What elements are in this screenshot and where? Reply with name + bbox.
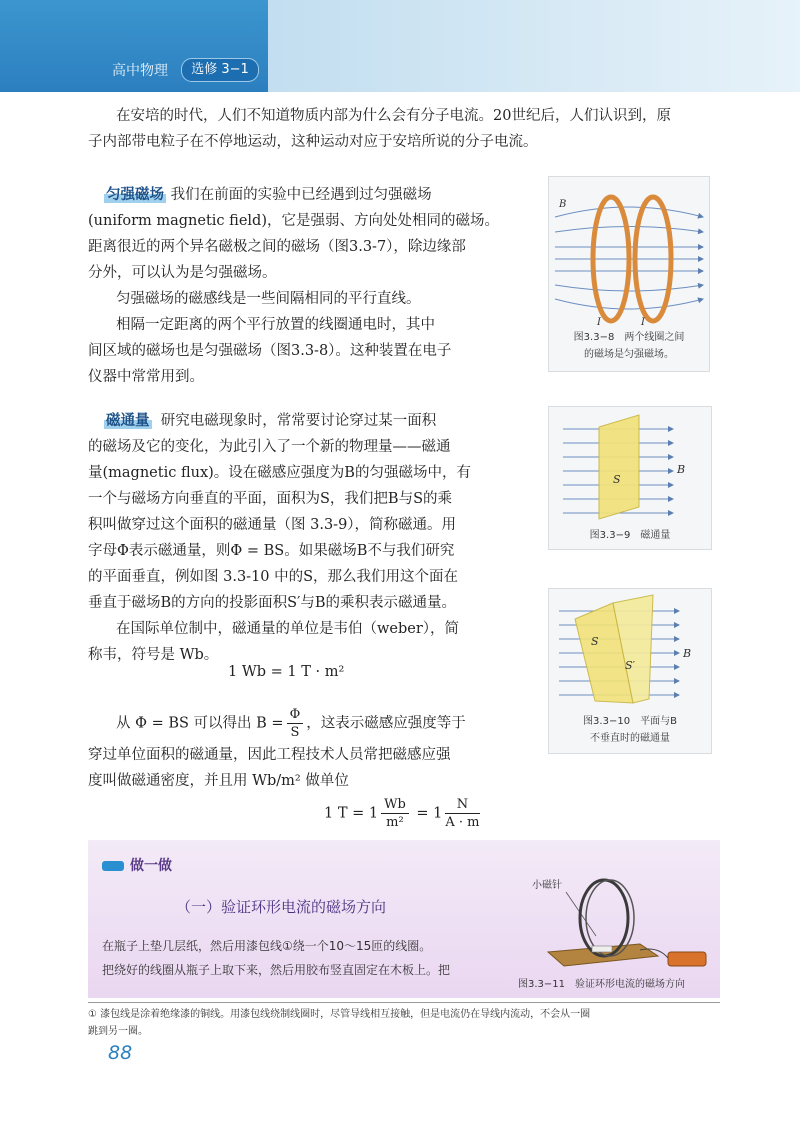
frac-den: S — [290, 725, 300, 740]
flux-line-11: 穿过单位面积的磁通量，因此工程技术人员常把磁感应强 — [88, 747, 451, 763]
figure-3-3-11 — [518, 864, 718, 998]
uniform-field-line-6: 相隔一定距离的两个平行放置的线圈通电时，其中 — [116, 317, 435, 333]
fig8-caption-1: 图3.3−8 两个线圈之间 — [573, 332, 685, 343]
uniform-field-line-4: 分外，可以认为是匀强磁场。 — [88, 265, 277, 281]
footnote-line-2: 跳到另一圈。 — [88, 1026, 148, 1037]
fig10-caption-2: 不垂直时的磁通量 — [590, 733, 670, 744]
fraction-wb-m2 — [381, 796, 409, 831]
f2-mid: = 1 — [416, 805, 443, 822]
flux-text-1: 研究电磁现象时，常常要讨论穿过某一面积 — [160, 413, 437, 429]
uniform-field-line-1 — [104, 182, 432, 208]
formula-weber: 1 Wb = 1 T · m² — [228, 664, 345, 680]
f2-num2: N — [445, 796, 479, 814]
figure-3-3-10 — [548, 588, 712, 754]
uniform-field-line-7: 间区域的磁场也是匀强磁场（图3.3-8）。这种装置在电子 — [88, 343, 452, 359]
f2-den1: m² — [386, 815, 404, 830]
uniform-field-line-5: 匀强磁场的磁感线是一些间隔相同的平行直线。 — [116, 291, 421, 307]
page-number: 88 — [108, 1042, 133, 1064]
flux-line-6: 字母Φ表示磁通量，则Φ = BS。如果磁场B不与我们研究 — [88, 543, 455, 559]
page-header — [0, 0, 800, 92]
derive-prefix: 从 Φ = BS 可以得出 B = — [116, 715, 284, 732]
wire-coil — [580, 880, 628, 956]
flux-line-5: 积叫做穿过这个面积的磁通量（图 3.3-9），简称磁通。用 — [88, 517, 457, 533]
flux9-plane — [599, 415, 639, 519]
frac-num: Φ — [287, 706, 304, 724]
flux-line-2: 的磁场及它的变化，为此引入了一个新的物理量——磁通 — [88, 439, 451, 455]
flux-tag: 磁通量 — [106, 413, 150, 429]
flux-derive-line — [116, 706, 466, 741]
fig8-label-i2: I — [641, 317, 645, 327]
flux-line-3: 量(magnetic flux)。设在磁感应强度为B的匀强磁场中，有 — [88, 465, 471, 481]
intro-line-1: 在安培的时代，人们不知道物质内部为什么会有分子电流。20世纪后，人们认识到，原 — [116, 108, 671, 124]
activity-line-1: 在瓶子上垫几层纸，然后用漆包线①绕一个10～15匝的线圈。 — [102, 939, 432, 953]
fig8-caption-2: 的磁场是匀强磁场。 — [584, 349, 674, 360]
fig8-label-b: B — [559, 199, 567, 210]
needle-label: 小磁针 — [532, 880, 562, 891]
intro-line-2: 子内部带电粒子在不停地运动，这种运动对应于安培所说的分子电流。 — [88, 134, 538, 150]
two-coils-diagram — [549, 177, 709, 327]
uniform-field-line-2: (uniform magnetic field)，它是强弱、方向处处相同的磁场。 — [88, 213, 499, 229]
fig10-label-b: B — [683, 647, 692, 660]
flux-line-1 — [104, 408, 436, 434]
f2-num1: Wb — [381, 796, 409, 814]
formula-tesla — [324, 796, 483, 831]
uniform-field-tag: 匀强磁场 — [106, 187, 164, 203]
uniform-field-line-3: 距离很近的两个异名磁极之间的磁场（图3.3-7），除边缘部 — [88, 239, 466, 255]
activity-box — [88, 840, 720, 998]
header-volume: 选修 3−1 — [191, 62, 249, 77]
battery — [668, 952, 706, 966]
figure-3-3-8 — [548, 176, 710, 372]
footnote-divider — [88, 1002, 720, 1003]
flux-perpendicular-diagram — [549, 407, 711, 525]
activity-head-label: 做一做 — [130, 858, 172, 874]
compass-needle — [592, 946, 612, 952]
pointing-hand-icon — [102, 861, 124, 871]
activity-head — [102, 855, 172, 875]
header-volume-badge — [181, 58, 259, 82]
header-subject: 高中物理 — [112, 63, 168, 79]
flux-line-4: 一个与磁场方向垂直的平面，面积为S，我们把B与S的乘 — [88, 491, 453, 507]
coil-on-board-photo — [518, 864, 718, 976]
fig9-label-s: S — [613, 473, 621, 486]
fig10-label-s: S — [591, 635, 599, 648]
f2-den2: A · m — [445, 815, 480, 830]
fig10-caption-1: 图3.3−10 平面与B — [583, 716, 677, 727]
footnote-line-1: ① 漆包线是涂着绝缘漆的铜线。用漆包线绕制线圈时，尽管导线相互接触，但是电流仍在导线内流动，不会从一圈 — [88, 1009, 591, 1020]
fig9-caption: 图3.3−9 磁通量 — [589, 530, 671, 541]
fig8-label-i1: I — [597, 317, 601, 327]
flux-line-10: 称韦，符号是 Wb。 — [88, 647, 219, 663]
flux-line-9: 在国际单位制中，磁通量的单位是韦伯（weber），简 — [116, 621, 460, 637]
flux-oblique-diagram — [549, 589, 711, 711]
uniform-field-line-8: 仪器中常常用到。 — [88, 369, 204, 385]
flux-line-7: 的平面垂直，例如图 3.3-10 中的S，那么我们用这个面在 — [88, 569, 459, 585]
figure-3-3-9 — [548, 406, 712, 550]
derive-suffix: ，这表示磁感应强度等于 — [306, 715, 466, 732]
fraction-phi-over-s — [287, 706, 304, 741]
fig11-caption: 图3.3−11 验证环形电流的磁场方向 — [518, 979, 686, 990]
flux-line-8: 垂直于磁场B的方向的投影面积S′与B的乘积表示磁通量。 — [88, 595, 457, 611]
activity-line-2: 把绕好的线圈从瓶子上取下来，然后用胶布竖直固定在木板上。把 — [102, 963, 451, 977]
fraction-n-am — [445, 796, 479, 831]
flux-line-12: 度叫做磁通密度，并且用 Wb/m² 做单位 — [88, 773, 349, 789]
activity-title: （一）验证环形电流的磁场方向 — [176, 898, 387, 916]
uniform-field-text-1: 我们在前面的实验中已经遇到过匀强磁场 — [170, 187, 432, 203]
f2-left: 1 T = 1 — [324, 805, 379, 822]
fig9-label-b: B — [677, 463, 686, 476]
fig10-label-s-prime: S′ — [625, 659, 636, 672]
